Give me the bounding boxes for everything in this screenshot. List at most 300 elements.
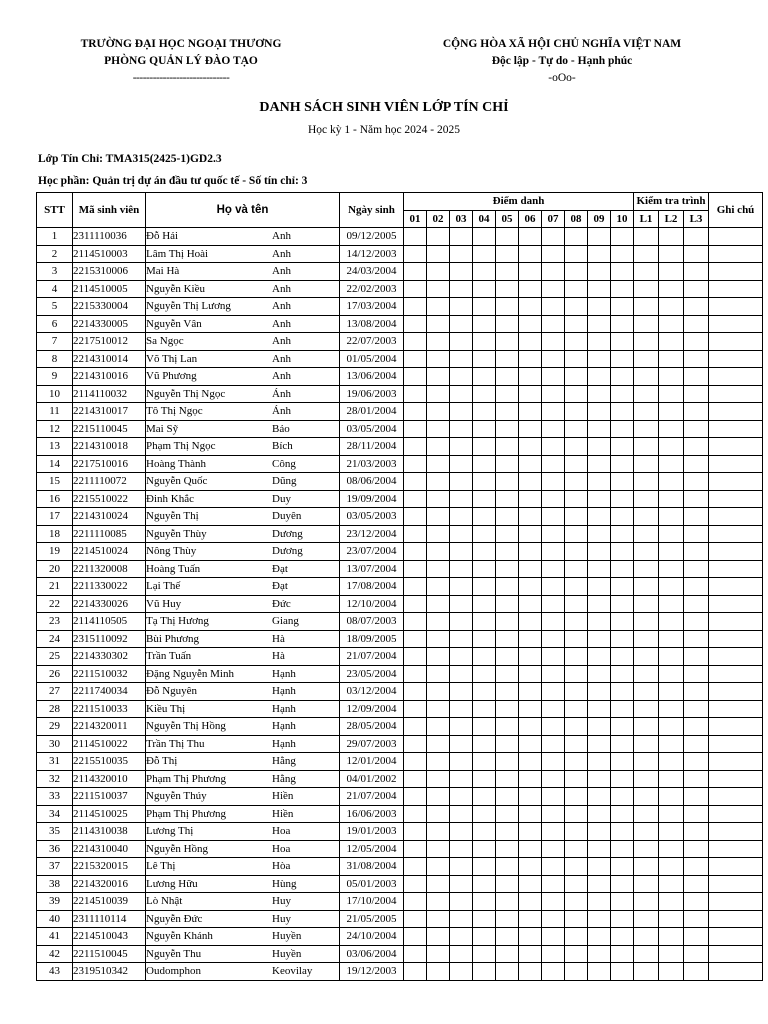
student-last-name: Mai Hà	[146, 265, 180, 278]
attendance-cell	[519, 263, 542, 281]
row-stt: 23	[37, 613, 73, 631]
attendance-cell	[588, 438, 611, 456]
attendance-cell	[404, 840, 427, 858]
attendance-cell	[450, 823, 473, 841]
test-score-cell	[634, 315, 659, 333]
test-score-cell	[684, 420, 709, 438]
roster-body	[37, 228, 763, 981]
attendance-cell	[496, 438, 519, 456]
test-score-cell	[634, 823, 659, 841]
student-first-name: Đức	[272, 597, 291, 610]
attendance-cell	[542, 298, 565, 316]
student-last-name: Hoàng Thành	[146, 457, 206, 470]
student-first-name: Hùng	[272, 877, 297, 890]
attendance-cell	[588, 263, 611, 281]
row-stt: 15	[37, 473, 73, 491]
attendance-cell	[588, 928, 611, 946]
attendance-cell	[611, 438, 634, 456]
test-score-cell	[684, 333, 709, 351]
attendance-session-header: 07	[542, 210, 565, 228]
attendance-cell	[496, 613, 519, 631]
attendance-cell	[473, 578, 496, 596]
attendance-cell	[450, 735, 473, 753]
attendance-cell	[473, 648, 496, 666]
attendance-cell	[611, 385, 634, 403]
student-dob: 28/01/2004	[340, 403, 404, 421]
attendance-cell	[496, 840, 519, 858]
attendance-cell	[611, 333, 634, 351]
student-id: 2211510037	[73, 788, 146, 806]
test-score-cell	[634, 700, 659, 718]
attendance-cell	[542, 280, 565, 298]
table-row	[37, 753, 763, 771]
attendance-cell	[542, 945, 565, 963]
attendance-cell	[496, 630, 519, 648]
attendance-cell	[542, 858, 565, 876]
student-id: 2214310024	[73, 508, 146, 526]
attendance-cell	[565, 630, 588, 648]
test-score-cell	[684, 928, 709, 946]
table-row	[37, 858, 763, 876]
test-score-cell	[659, 735, 684, 753]
attendance-cell	[565, 455, 588, 473]
student-name	[146, 963, 340, 981]
attendance-cell	[496, 875, 519, 893]
attendance-cell	[542, 963, 565, 981]
note-cell	[709, 228, 763, 246]
student-name	[146, 735, 340, 753]
attendance-cell	[519, 438, 542, 456]
test-score-cell	[684, 718, 709, 736]
student-first-name: Giang	[272, 615, 299, 628]
attendance-cell	[519, 280, 542, 298]
attendance-cell	[450, 840, 473, 858]
table-row	[37, 438, 763, 456]
test-score-cell	[684, 578, 709, 596]
student-first-name: Hằng	[272, 755, 296, 768]
student-last-name: Nông Thùy	[146, 545, 197, 558]
attendance-cell	[565, 665, 588, 683]
student-name	[146, 263, 340, 281]
attendance-cell	[588, 753, 611, 771]
col-stt-header: STT	[37, 193, 73, 228]
attendance-cell	[473, 438, 496, 456]
attendance-cell	[404, 753, 427, 771]
attendance-cell	[588, 455, 611, 473]
student-name	[146, 368, 340, 386]
attendance-cell	[611, 595, 634, 613]
attendance-cell	[450, 560, 473, 578]
attendance-cell	[542, 683, 565, 701]
attendance-cell	[496, 700, 519, 718]
student-first-name: Hòa	[272, 860, 291, 873]
test-score-cell	[634, 508, 659, 526]
student-last-name: Phạm Thị Phương	[146, 772, 227, 785]
student-id: 2114110505	[73, 613, 146, 631]
attendance-cell	[565, 595, 588, 613]
attendance-cell	[404, 490, 427, 508]
note-cell	[709, 578, 763, 596]
test-score-cell	[659, 525, 684, 543]
attendance-cell	[496, 245, 519, 263]
student-id: 2319510342	[73, 963, 146, 981]
student-name	[146, 718, 340, 736]
test-score-cell	[634, 228, 659, 246]
test-score-cell	[659, 333, 684, 351]
test-score-cell	[684, 385, 709, 403]
student-name	[146, 928, 340, 946]
student-dob: 14/12/2003	[340, 245, 404, 263]
attendance-cell	[450, 245, 473, 263]
attendance-cell	[611, 630, 634, 648]
attendance-cell	[519, 490, 542, 508]
attendance-cell	[588, 525, 611, 543]
note-cell	[709, 420, 763, 438]
student-first-name: Anh	[272, 300, 291, 313]
note-cell	[709, 263, 763, 281]
attendance-cell	[473, 630, 496, 648]
attendance-cell	[565, 770, 588, 788]
table-row	[37, 543, 763, 561]
student-first-name: Ánh	[272, 405, 291, 418]
test-score-cell	[684, 893, 709, 911]
attendance-cell	[588, 683, 611, 701]
student-id: 2114510022	[73, 735, 146, 753]
test-score-cell	[634, 770, 659, 788]
attendance-cell	[496, 823, 519, 841]
attendance-cell	[473, 315, 496, 333]
note-cell	[709, 805, 763, 823]
attendance-cell	[404, 280, 427, 298]
attendance-cell	[565, 263, 588, 281]
student-id: 2114510005	[73, 280, 146, 298]
attendance-cell	[450, 350, 473, 368]
note-cell	[709, 385, 763, 403]
student-id: 2217510012	[73, 333, 146, 351]
test-score-cell	[634, 683, 659, 701]
attendance-session-header: 01	[404, 210, 427, 228]
test-score-cell	[684, 263, 709, 281]
attendance-cell	[473, 963, 496, 981]
table-row	[37, 578, 763, 596]
student-id: 2114110032	[73, 385, 146, 403]
attendance-cell	[450, 805, 473, 823]
col-dob-header: Ngày sinh	[340, 193, 404, 228]
attendance-cell	[611, 910, 634, 928]
attendance-cell	[404, 333, 427, 351]
attendance-cell	[496, 788, 519, 806]
attendance-cell	[565, 648, 588, 666]
test-score-cell	[659, 630, 684, 648]
attendance-cell	[519, 805, 542, 823]
student-first-name: Anh	[272, 335, 291, 348]
institution-header	[40, 36, 322, 87]
student-first-name: Dương	[272, 545, 303, 558]
note-cell	[709, 858, 763, 876]
attendance-cell	[565, 910, 588, 928]
attendance-cell	[588, 858, 611, 876]
attendance-cell	[404, 350, 427, 368]
attendance-cell	[427, 840, 450, 858]
test-score-cell	[659, 753, 684, 771]
attendance-cell	[473, 928, 496, 946]
student-first-name: Ánh	[272, 387, 291, 400]
note-cell	[709, 875, 763, 893]
attendance-cell	[565, 718, 588, 736]
attendance-cell	[542, 805, 565, 823]
student-dob: 05/01/2003	[340, 875, 404, 893]
test-score-cell	[684, 403, 709, 421]
attendance-cell	[404, 315, 427, 333]
attendance-cell	[404, 420, 427, 438]
student-name	[146, 613, 340, 631]
test-score-cell	[659, 823, 684, 841]
attendance-cell	[473, 910, 496, 928]
attendance-cell	[404, 858, 427, 876]
student-first-name: Huyền	[272, 930, 302, 943]
attendance-cell	[588, 595, 611, 613]
student-last-name: Nguyễn Đức	[146, 912, 203, 925]
attendance-cell	[519, 700, 542, 718]
student-id: 2215510022	[73, 490, 146, 508]
student-name	[146, 648, 340, 666]
row-stt: 24	[37, 630, 73, 648]
test-score-cell	[659, 665, 684, 683]
attendance-cell	[404, 438, 427, 456]
attendance-cell	[588, 630, 611, 648]
row-stt: 22	[37, 595, 73, 613]
attendance-cell	[473, 665, 496, 683]
test-score-cell	[684, 945, 709, 963]
test-score-cell	[634, 560, 659, 578]
attendance-cell	[519, 963, 542, 981]
student-id: 2214310040	[73, 840, 146, 858]
student-id: 2211510045	[73, 945, 146, 963]
test-score-cell	[684, 560, 709, 578]
attendance-cell	[565, 858, 588, 876]
row-stt: 11	[37, 403, 73, 421]
attendance-cell	[427, 263, 450, 281]
test-score-cell	[659, 490, 684, 508]
attendance-cell	[588, 840, 611, 858]
student-name	[146, 420, 340, 438]
student-dob: 08/06/2004	[340, 473, 404, 491]
attendance-cell	[404, 875, 427, 893]
student-name	[146, 840, 340, 858]
note-cell	[709, 788, 763, 806]
attendance-cell	[588, 910, 611, 928]
test-score-cell	[684, 788, 709, 806]
student-name	[146, 945, 340, 963]
student-first-name: Anh	[272, 282, 291, 295]
attendance-session-header: 09	[588, 210, 611, 228]
attendance-cell	[450, 403, 473, 421]
attendance-cell	[404, 648, 427, 666]
note-cell	[709, 700, 763, 718]
attendance-cell	[404, 455, 427, 473]
student-id: 2214510043	[73, 928, 146, 946]
attendance-cell	[473, 805, 496, 823]
test-score-cell	[659, 263, 684, 281]
attendance-cell	[404, 368, 427, 386]
attendance-cell	[542, 928, 565, 946]
student-dob: 24/10/2004	[340, 928, 404, 946]
attendance-cell	[588, 613, 611, 631]
student-first-name: Dũng	[272, 475, 297, 488]
student-last-name: Nguyễn Thị Ngọc	[146, 387, 226, 400]
note-cell	[709, 665, 763, 683]
table-row	[37, 718, 763, 736]
student-last-name: Phạm Thị Phương	[146, 807, 227, 820]
attendance-cell	[427, 893, 450, 911]
attendance-cell	[565, 805, 588, 823]
test-score-cell	[634, 840, 659, 858]
student-id: 2311110114	[73, 910, 146, 928]
attendance-cell	[611, 455, 634, 473]
attendance-cell	[404, 525, 427, 543]
attendance-cell	[404, 665, 427, 683]
test-score-cell	[684, 840, 709, 858]
student-dob: 03/05/2004	[340, 420, 404, 438]
header-separator: -----------------------------	[132, 72, 230, 84]
attendance-cell	[588, 280, 611, 298]
attendance-cell	[542, 735, 565, 753]
student-id: 2311110036	[73, 228, 146, 246]
attendance-cell	[450, 910, 473, 928]
student-last-name: Trần Tuấn	[146, 650, 192, 663]
test-score-cell	[684, 508, 709, 526]
attendance-cell	[519, 455, 542, 473]
attendance-cell	[404, 683, 427, 701]
attendance-cell	[427, 630, 450, 648]
attendance-cell	[496, 683, 519, 701]
student-dob: 17/03/2004	[340, 298, 404, 316]
attendance-cell	[611, 368, 634, 386]
attendance-cell	[611, 560, 634, 578]
attendance-cell	[565, 385, 588, 403]
attendance-cell	[565, 613, 588, 631]
test-score-cell	[634, 368, 659, 386]
student-id: 2217510016	[73, 455, 146, 473]
student-last-name: Lâm Thị Hoài	[146, 247, 209, 260]
table-row	[37, 700, 763, 718]
note-cell	[709, 753, 763, 771]
attendance-cell	[496, 893, 519, 911]
attendance-cell	[496, 385, 519, 403]
attendance-cell	[588, 893, 611, 911]
attendance-cell	[611, 928, 634, 946]
attendance-cell	[427, 245, 450, 263]
attendance-cell	[611, 718, 634, 736]
test-score-cell	[634, 490, 659, 508]
note-cell	[709, 333, 763, 351]
attendance-cell	[519, 578, 542, 596]
student-id: 2214510039	[73, 893, 146, 911]
table-row	[37, 910, 763, 928]
test-score-cell	[684, 875, 709, 893]
attendance-cell	[588, 963, 611, 981]
test-score-cell	[684, 525, 709, 543]
attendance-cell	[473, 350, 496, 368]
test-score-cell	[659, 350, 684, 368]
attendance-cell	[565, 753, 588, 771]
student-dob: 28/05/2004	[340, 718, 404, 736]
student-last-name: Nguyễn Thu	[146, 947, 202, 960]
table-row	[37, 228, 763, 246]
attendance-cell	[588, 350, 611, 368]
attendance-cell	[450, 665, 473, 683]
attendance-cell	[519, 333, 542, 351]
attendance-cell	[542, 490, 565, 508]
attendance-cell	[473, 875, 496, 893]
student-last-name: Nguyễn Vân	[146, 317, 202, 330]
note-cell	[709, 403, 763, 421]
test-score-cell	[659, 805, 684, 823]
attendance-cell	[519, 683, 542, 701]
row-stt: 12	[37, 420, 73, 438]
row-stt: 18	[37, 525, 73, 543]
student-dob: 16/06/2003	[340, 805, 404, 823]
note-cell	[709, 350, 763, 368]
attendance-cell	[519, 403, 542, 421]
attendance-cell	[611, 298, 634, 316]
attendance-cell	[519, 718, 542, 736]
attendance-cell	[519, 525, 542, 543]
attendance-cell	[519, 858, 542, 876]
attendance-cell	[427, 578, 450, 596]
student-first-name: Hạnh	[272, 667, 296, 680]
attendance-cell	[404, 963, 427, 981]
test-score-cell	[684, 963, 709, 981]
test-score-cell	[684, 630, 709, 648]
attendance-session-header: 03	[450, 210, 473, 228]
student-first-name: Anh	[272, 230, 291, 243]
student-dob: 22/07/2003	[340, 333, 404, 351]
table-row	[37, 315, 763, 333]
attendance-cell	[588, 543, 611, 561]
test-score-cell	[659, 718, 684, 736]
attendance-cell	[473, 228, 496, 246]
attendance-cell	[611, 893, 634, 911]
attendance-cell	[611, 420, 634, 438]
attendance-cell	[450, 893, 473, 911]
attendance-cell	[519, 945, 542, 963]
attendance-cell	[519, 840, 542, 858]
table-row	[37, 490, 763, 508]
row-stt: 5	[37, 298, 73, 316]
attendance-session-header: 02	[427, 210, 450, 228]
attendance-cell	[542, 770, 565, 788]
test-score-cell	[634, 455, 659, 473]
attendance-cell	[542, 595, 565, 613]
attendance-cell	[450, 490, 473, 508]
attendance-cell	[427, 858, 450, 876]
attendance-cell	[450, 508, 473, 526]
attendance-cell	[542, 543, 565, 561]
student-last-name: Nguyễn Thùy	[146, 527, 207, 540]
test-score-cell	[634, 438, 659, 456]
attendance-cell	[542, 420, 565, 438]
attendance-cell	[496, 228, 519, 246]
attendance-cell	[404, 823, 427, 841]
table-row	[37, 735, 763, 753]
attendance-cell	[450, 683, 473, 701]
row-stt: 26	[37, 665, 73, 683]
student-last-name: Võ Thị Lan	[146, 352, 198, 365]
student-name	[146, 683, 340, 701]
student-dob: 19/09/2004	[340, 490, 404, 508]
table-row	[37, 525, 763, 543]
